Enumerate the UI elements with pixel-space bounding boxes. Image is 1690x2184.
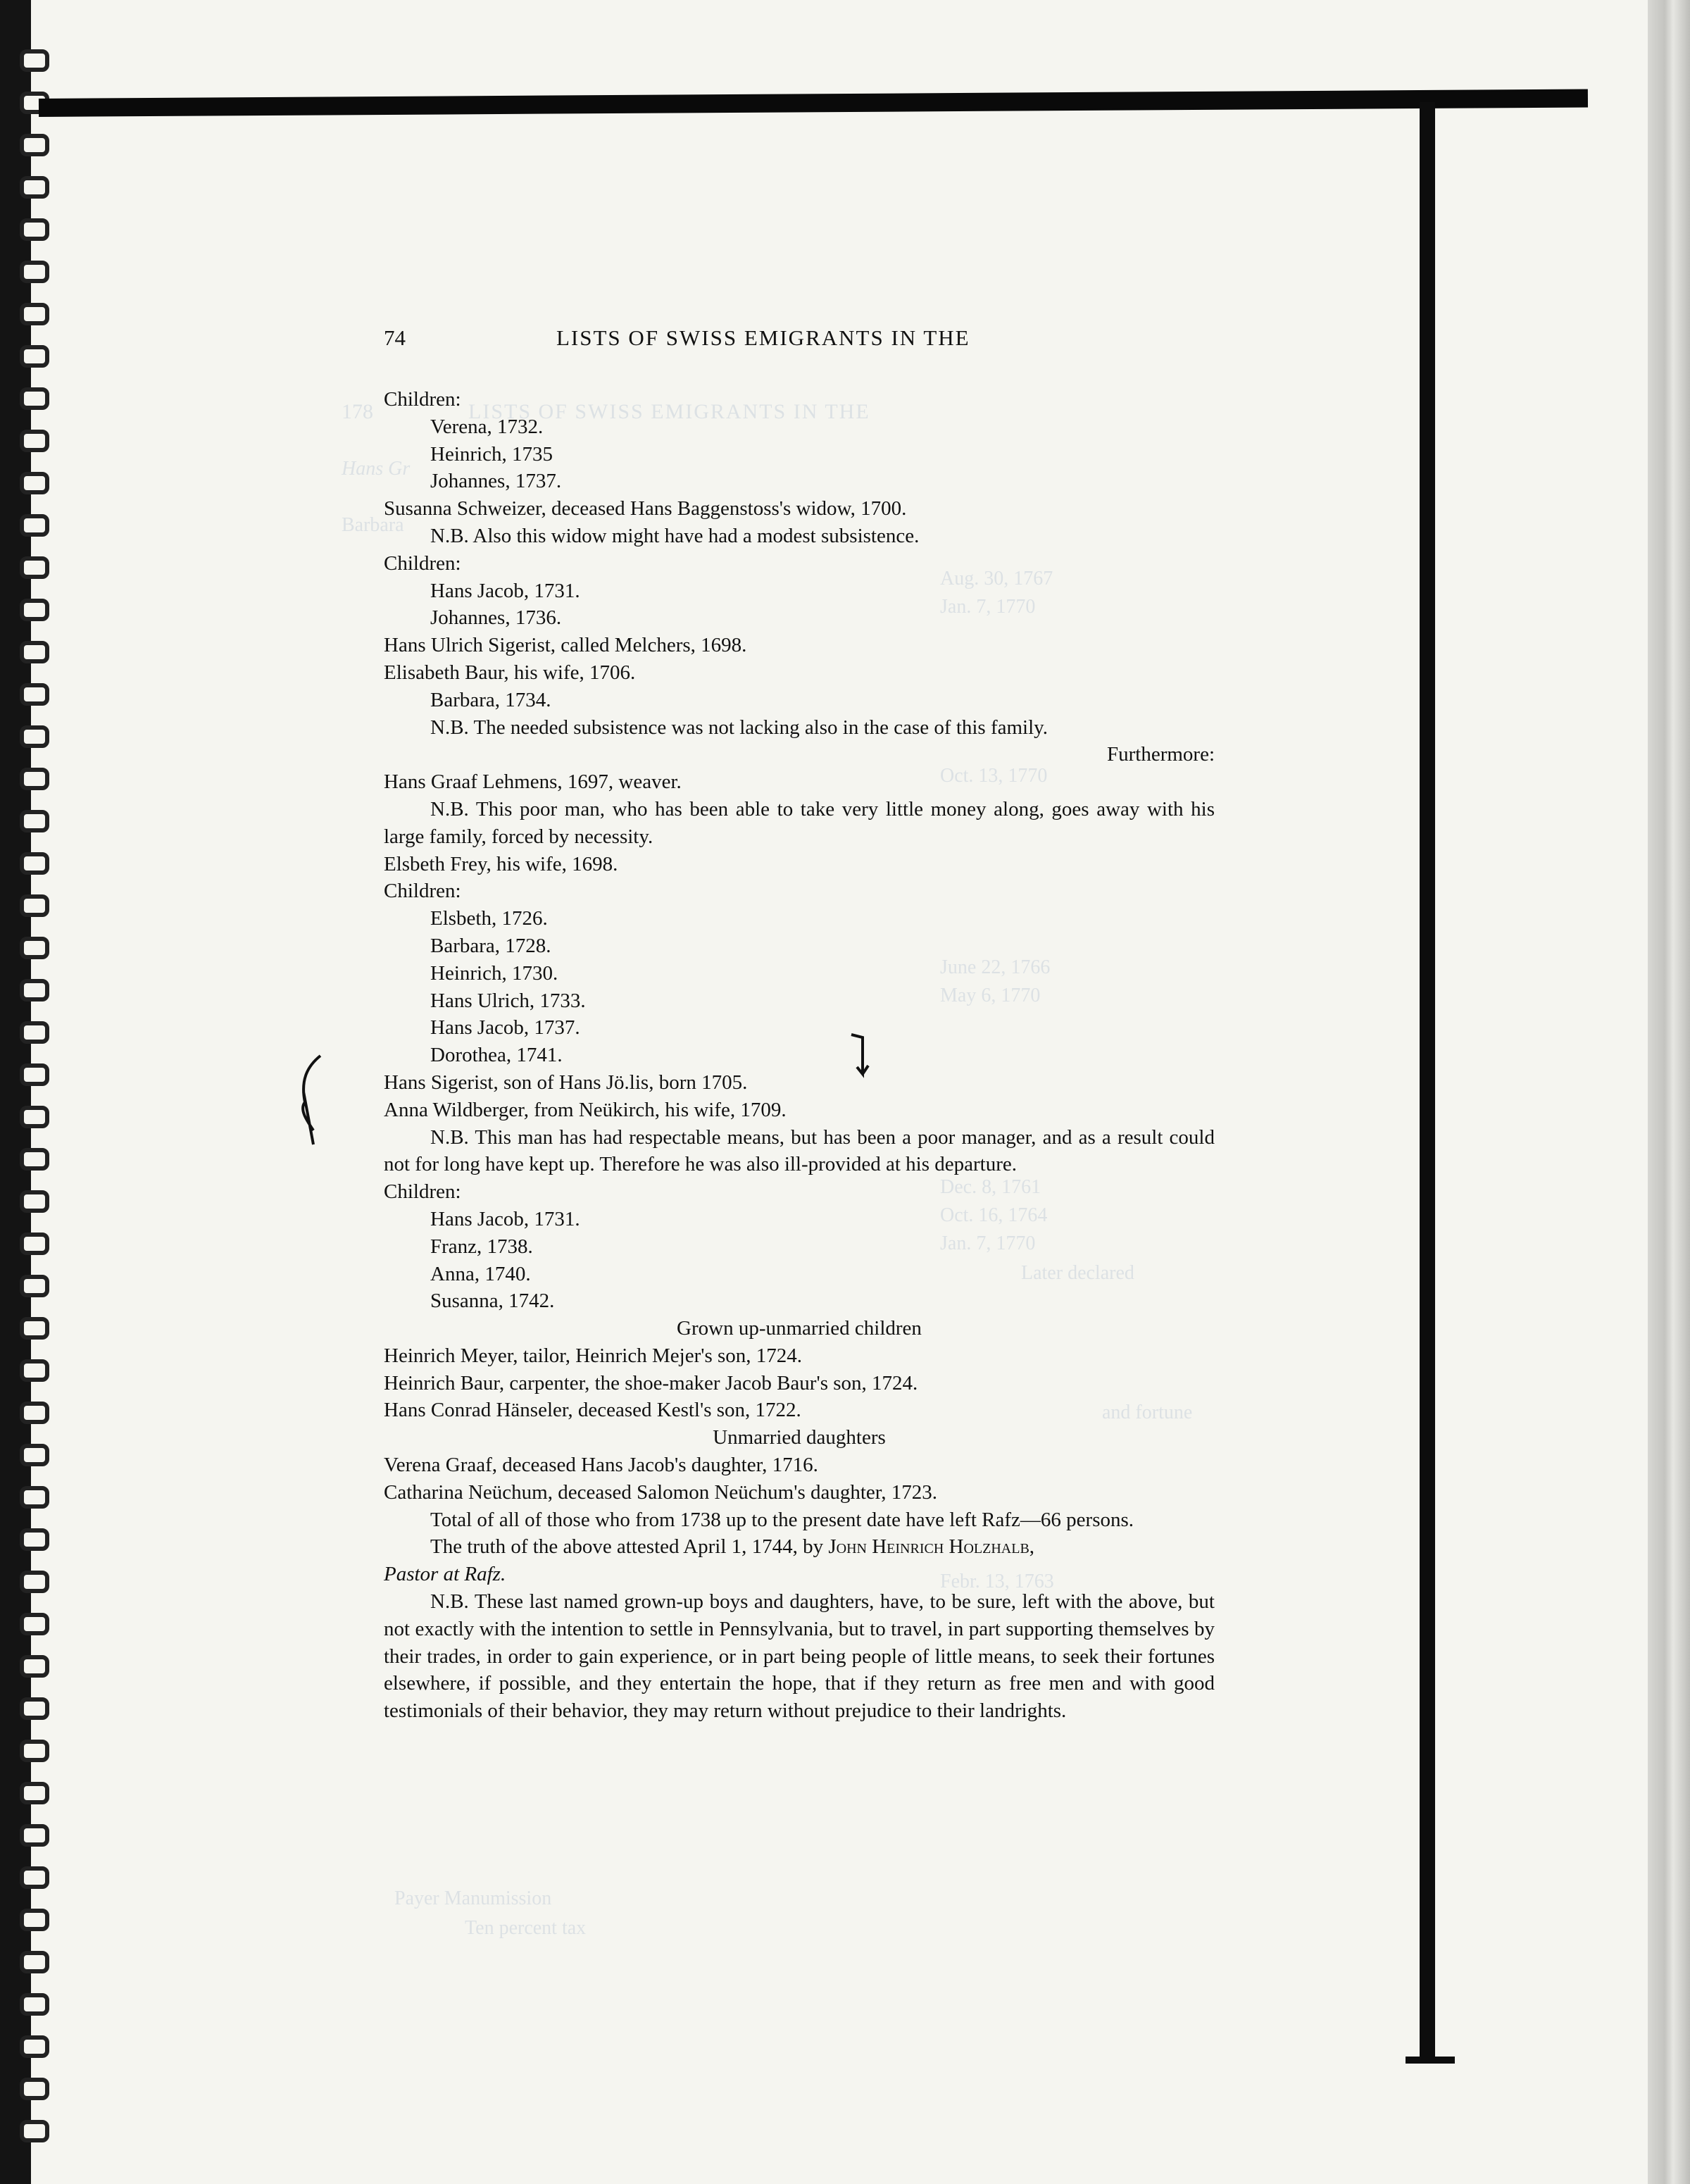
binding-ring — [20, 1740, 49, 1762]
show-through-line: Dec. 8, 1761 — [940, 1176, 1041, 1198]
binding-ring — [20, 683, 49, 706]
text-line: Johannes, 1737. — [430, 470, 562, 493]
text-line: Hans Graaf Lehmens, 1697, weaver. — [384, 770, 682, 794]
text-line: Hans Jacob, 1737. — [430, 1016, 580, 1040]
binding-ring — [20, 1233, 49, 1255]
text-line: Children: — [384, 551, 461, 575]
binding-ring — [20, 725, 49, 748]
binding-ring — [20, 176, 49, 199]
text-line: Heinrich, 1735 — [430, 442, 553, 466]
show-through-line: Oct. 13, 1770 — [940, 765, 1048, 787]
binding-ring — [20, 1106, 49, 1128]
binding-ring — [20, 1275, 49, 1297]
margin-bracket-mark — [285, 1053, 327, 1152]
binding-ring — [20, 1444, 49, 1466]
text-line: N.B. The needed subsistence was not lacking also in the case of this family. — [430, 716, 1049, 739]
text-line: Elsbeth, 1726. — [430, 907, 548, 930]
binding-ring — [20, 49, 49, 72]
binding-ring — [20, 2120, 49, 2142]
binding-ring — [20, 1528, 49, 1551]
text-line: Hans Sigerist, son of Hans Jö.lis, born 1705. — [384, 1071, 748, 1094]
show-through-line: Ten percent tax — [465, 1917, 587, 1939]
show-through-line: LISTS OF SWISS EMIGRANTS IN THE — [468, 400, 870, 423]
text-line: Verena, 1732. — [430, 415, 544, 438]
show-through-line: Later declared — [1021, 1262, 1134, 1284]
section-heading: Unmarried daughters — [713, 1426, 886, 1449]
text-line: Elisabeth Baur, his wife, 1706. — [384, 661, 636, 684]
final-note: N.B. These last named grown-up boys and daughters, have, to be sure, left with the above, but not exactly with the intention to settle in Pennsylvania, but to travel, in part supporting themselves by their trades, in order to gain experience, or in part being people of little means, to seek their fortunes elsewhere, if possible, and they entertain the hope, that if they return as free men and with good testimonials of their behavior, they may return without prejudice to their landrights. — [384, 1590, 1215, 1723]
text-line: Hans Jacob, 1731. — [430, 1207, 580, 1230]
binding-ring — [20, 1317, 49, 1340]
binding-ring — [20, 1571, 49, 1593]
text-line: Children: — [384, 880, 461, 903]
binding-ring — [20, 1993, 49, 2016]
binding-ring — [20, 852, 49, 875]
text-line: Hans Jacob, 1731. — [430, 579, 580, 602]
text-line: Furthermore: — [1106, 743, 1215, 766]
binding-ring — [20, 387, 49, 410]
running-title: LISTS OF SWISS EMIGRANTS IN THE — [556, 325, 970, 350]
binding-ring — [20, 1866, 49, 1889]
binding-ring — [20, 218, 49, 241]
binding-ring — [20, 2078, 49, 2100]
scan-border-foot — [1406, 2057, 1455, 2064]
text-line: Hans Conrad Hänseler, deceased Kestl's son, 1722. — [384, 1399, 801, 1422]
binding-ring — [20, 1190, 49, 1213]
binding-ring — [20, 1021, 49, 1044]
binding-ring — [20, 1909, 49, 1931]
text-line: Children: — [384, 388, 461, 411]
binding-ring — [20, 2035, 49, 2058]
text-line: Heinrich Meyer, tailor, Heinrich Mejer's son, 1724. — [384, 1344, 803, 1367]
binding-ring — [20, 1402, 49, 1424]
body-text — [384, 386, 1215, 1725]
text-line: Total of all of those who from 1738 up to the present date have left Rafz—66 persons. — [430, 1508, 1134, 1531]
binding-ring — [20, 1148, 49, 1171]
text-line: Verena Graaf, deceased Hans Jacob's daughter, 1716. — [384, 1454, 818, 1477]
show-through-line: Oct. 16, 1764 — [940, 1204, 1048, 1226]
binding-ring — [20, 641, 49, 663]
text-line: Dorothea, 1741. — [430, 1044, 563, 1067]
page-header — [384, 325, 1215, 356]
show-through-line: 178 — [342, 400, 373, 423]
binding-ring — [20, 768, 49, 790]
binding-ring — [20, 1486, 49, 1509]
show-through-line: June 22, 1766 — [940, 956, 1051, 978]
text-line: Anna, 1740. — [430, 1262, 531, 1285]
show-through-line: Febr. 13, 1763 — [940, 1571, 1054, 1592]
show-through-line: Hans Gr — [342, 458, 411, 480]
binding-ring — [20, 1782, 49, 1804]
binding-ring — [20, 472, 49, 494]
text-line: Heinrich Baur, carpenter, the shoe-maker Jacob Baur's son, 1724. — [384, 1371, 918, 1394]
binding-ring — [20, 599, 49, 621]
scan-border-right — [1420, 102, 1435, 2060]
binding-ring — [20, 303, 49, 325]
attestation-title: Pastor at Rafz. — [384, 1563, 506, 1586]
binding-ring — [20, 514, 49, 537]
text-line: N.B. Also this widow might have had a modest subsistence. — [430, 524, 920, 547]
binding-ring — [20, 1697, 49, 1720]
text-line: Anna Wildberger, from Neükirch, his wife, 1709. — [384, 1098, 787, 1121]
binding-ring — [20, 261, 49, 283]
attestation — [384, 1533, 1215, 1588]
text-line: Hans Ulrich, 1733. — [430, 989, 586, 1012]
text-line: Susanna Schweizer, deceased Hans Baggenstoss's widow, 1700. — [384, 497, 907, 520]
binding-ring — [20, 134, 49, 156]
show-through-line: Jan. 7, 1770 — [940, 596, 1036, 618]
binding-ring — [20, 1063, 49, 1086]
show-through-line: and fortune — [1102, 1402, 1193, 1423]
show-through-line: May 6, 1770 — [940, 985, 1041, 1006]
scan-border-top — [39, 89, 1588, 117]
binding-ring — [20, 979, 49, 1001]
attestation-signer: John Heinrich Holzhalb, — [828, 1535, 1035, 1559]
binding-ring — [20, 894, 49, 917]
binding-ring — [20, 345, 49, 368]
binding-ring — [20, 1655, 49, 1678]
binding-ring — [20, 937, 49, 959]
page-stack-edge — [1648, 0, 1690, 2184]
binding-ring — [20, 1951, 49, 1973]
section-heading: Grown up-unmarried children — [677, 1317, 922, 1340]
text-line: Catharina Neüchum, deceased Salomon Neüchum's daughter, 1723. — [384, 1480, 938, 1504]
binding-ring — [20, 430, 49, 452]
text-line: Hans Ulrich Sigerist, called Melchers, 1698. — [384, 634, 747, 657]
text-line: Elsbeth Frey, his wife, 1698. — [384, 852, 618, 875]
show-through-line: Barbara — [342, 514, 404, 536]
binding-ring — [20, 1824, 49, 1847]
page-number: 74 — [384, 325, 406, 350]
show-through-line: Aug. 30, 1767 — [940, 568, 1053, 589]
text-line: Heinrich, 1730. — [430, 961, 558, 985]
text-lines — [384, 386, 1215, 1533]
show-through-line: Payer Manumission — [394, 1887, 552, 1909]
text-line: N.B. This man has had respectable means, but has been a poor manager, and as a result could not for long have kept up. Therefore he was also ill-provided at his departure. — [384, 1125, 1215, 1176]
binding-ring — [20, 1359, 49, 1382]
binding-ring — [20, 810, 49, 832]
text-line: Susanna, 1742. — [430, 1290, 555, 1313]
text-line: Johannes, 1736. — [430, 606, 562, 630]
attestation-text: The truth of the above attested April 1, 1744, by — [430, 1535, 824, 1559]
text-line: Barbara, 1734. — [430, 688, 551, 711]
binding-ring — [20, 1613, 49, 1635]
text-line: N.B. This poor man, who has been able to take very little money along, goes away with his large family, forced by necessity. — [384, 797, 1215, 848]
show-through-line: Jan. 7, 1770 — [940, 1233, 1036, 1254]
text-line: Barbara, 1728. — [430, 934, 551, 957]
binding-ring — [20, 556, 49, 579]
text-line: Children: — [384, 1180, 461, 1204]
spiral-binding — [0, 0, 31, 2184]
text-line: Franz, 1738. — [430, 1235, 533, 1258]
